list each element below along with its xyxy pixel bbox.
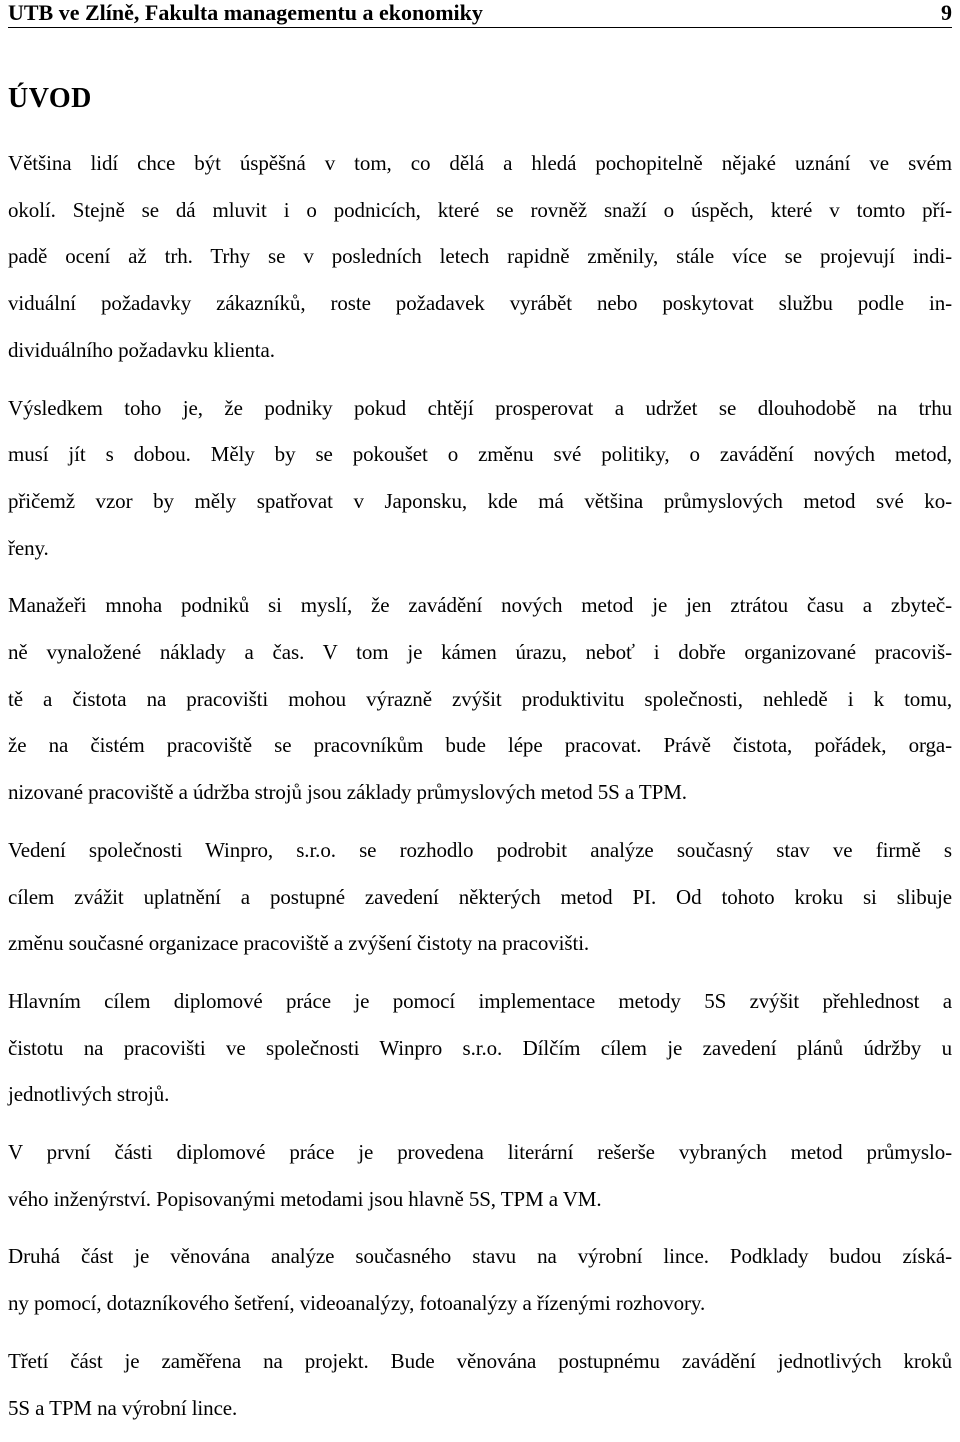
paragraph xyxy=(8,1233,952,1326)
paragraph-line: dividuálního požadavku klienta. xyxy=(8,337,275,362)
paragraph-line: okolí. Stejně se dá mluvit i o podnicích, které se rovněž snaží o úspěch, které v tomto pří- xyxy=(8,197,952,222)
paragraph-line: jednotlivých strojů. xyxy=(8,1082,170,1107)
paragraph-line: vého inženýrství. Popisovanými metodami jsou hlavně 5S, TPM a VM. xyxy=(8,1186,602,1211)
paragraph-line: ny pomocí, dotazníkového šetření, videoanalýzy, fotoanalýzy a řízenými rozhovory. xyxy=(8,1291,706,1316)
paragraph xyxy=(8,978,952,1118)
paragraph-line: Třetí část je zaměřena na projekt. Bude věnována postupnému zavádění jednotlivých kroků xyxy=(8,1348,952,1373)
paragraph xyxy=(8,582,952,816)
paragraph xyxy=(8,827,952,967)
paragraph-line: padě ocení až trh. Trhy se v posledních letech rapidně změnily, stále více se projevují indi- xyxy=(8,244,952,269)
chapter-title: ÚVOD xyxy=(8,83,92,114)
header-title: UTB ve Zlíně, Fakulta managementu a ekonomiky xyxy=(8,0,483,25)
paragraph-line: viduální požadavky zákazníků, roste požadavek vyrábět nebo poskytovat službu podle in- xyxy=(8,291,952,316)
paragraph-line: ně vynaložené náklady a čas. V tom je kámen úrazu, neboť i dobře organizované pracoviš- xyxy=(8,640,952,665)
paragraph-line: přičemž vzor by měly spatřovat v Japonsku, kde má většina průmyslových metod své ko- xyxy=(8,488,952,513)
page-number: 9 xyxy=(941,0,952,25)
paragraph-line: změnu současné organizace pracoviště a zvýšení čistoty na pracovišti. xyxy=(8,931,590,956)
paragraph xyxy=(8,1338,952,1431)
paragraph-line: Druhá část je věnována analýze současného stavu na výrobní lince. Podklady budou získá- xyxy=(8,1244,952,1269)
paragraph-line: že na čistém pracoviště se pracovníkům bude lépe pracovat. Právě čistota, pořádek, orga- xyxy=(8,733,952,758)
paragraph xyxy=(8,1129,952,1222)
paragraph-line: 5S a TPM na výrobní lince. xyxy=(8,1395,238,1420)
paragraph xyxy=(8,385,952,572)
document-body xyxy=(8,140,952,1442)
paragraph xyxy=(8,140,952,374)
paragraph-line: Hlavním cílem diplomové práce je pomocí implementace metody 5S zvýšit přehlednost a xyxy=(8,988,952,1013)
paragraph-line: Většina lidí chce být úspěšná v tom, co dělá a hledá pochopitelně nějaké uznání ve svém xyxy=(8,151,952,175)
paragraph-line: musí jít s dobou. Měly by se pokoušet o změnu své politiky, o zavádění nových metod, xyxy=(8,442,952,467)
paragraph-line: Manažeři mnoha podniků si myslí, že zavádění nových metod je jen ztrátou času a zbyteč- xyxy=(8,593,952,618)
paragraph-line: čistotu na pracovišti ve společnosti Winpro s.r.o. Dílčím cílem je zavedení plánů údržby u xyxy=(8,1035,952,1060)
paragraph-line: V první části diplomové práce je provedena literární rešerše vybraných metod průmyslo- xyxy=(8,1140,952,1165)
paragraph-line: Vedení společnosti Winpro, s.r.o. se rozhodlo podrobit analýze současný stav ve firmě s xyxy=(8,837,952,862)
paragraph-line: tě a čistota na pracovišti mohou výrazně zvýšit produktivitu společnosti, nehledě i k tomu, xyxy=(8,686,952,711)
paragraph-line: cílem zvážit uplatnění a postupné zavedení některých metod PI. Od tohoto kroku si slibuje xyxy=(8,884,952,909)
paragraph-line: Výsledkem toho je, že podniky pokud chtějí prosperovat a udržet se dlouhodobě na trhu xyxy=(8,395,952,420)
paragraph-line: nizované pracoviště a údržba strojů jsou základy průmyslových metod 5S a TPM. xyxy=(8,780,687,805)
paragraph-line: řeny. xyxy=(8,535,49,560)
running-header xyxy=(8,0,952,28)
